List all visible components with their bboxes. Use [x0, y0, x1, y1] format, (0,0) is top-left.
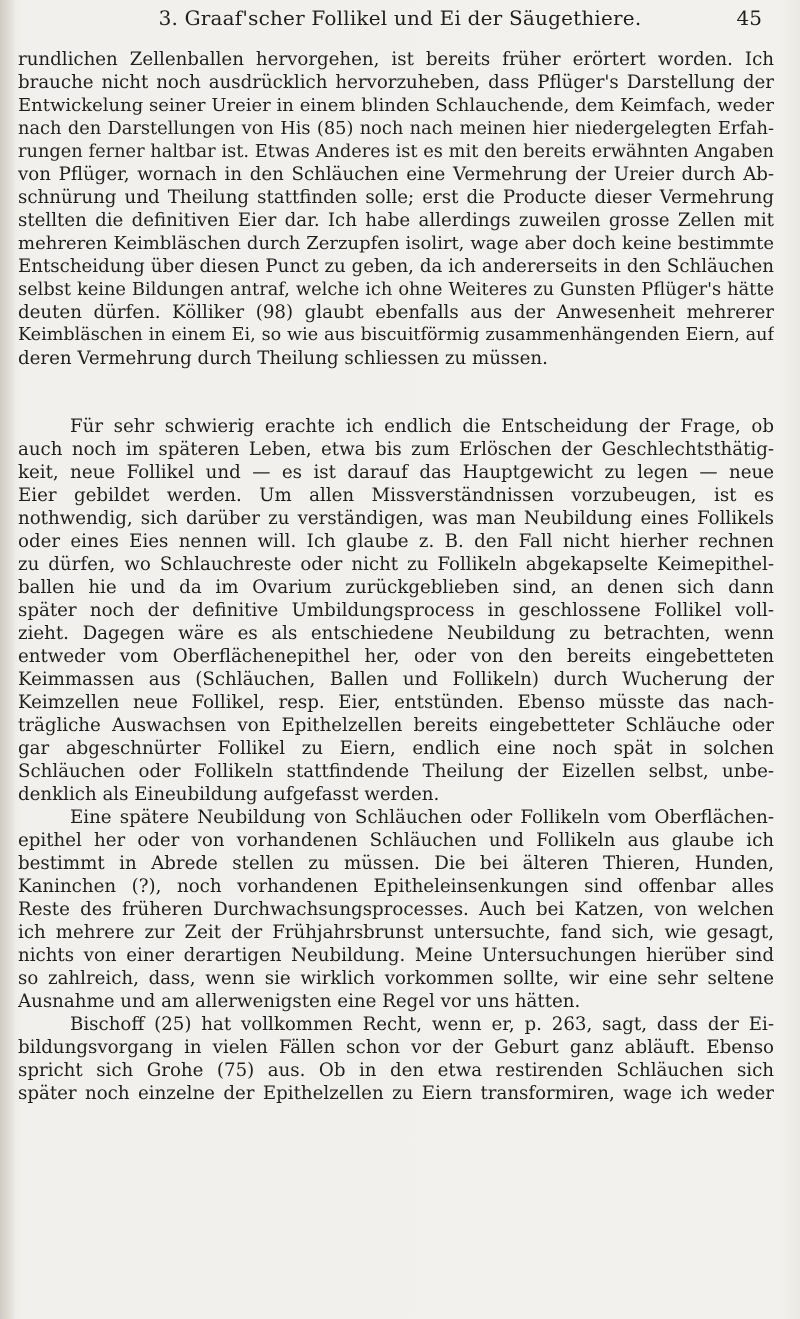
text-line: schnürung und Theilung stattfinden solle; erst die Producte dieser Vermehrung	[18, 187, 774, 208]
text-line: Schläuchen oder Follikeln stattfindende Theilung der Eizellen selbst, unbe-	[18, 761, 774, 782]
page-gutter-shadow	[0, 0, 14, 1319]
text-line: stellten die definitiven Eier dar. Ich habe allerdings zuweilen grosse Zellen mit	[18, 210, 774, 231]
text-line: Entscheidung über diesen Punct zu geben, da ich andererseits in den Schläuchen	[18, 256, 774, 277]
text-line: nothwendig, sich darüber zu verständigen, was man Neubildung eines Follikels	[18, 508, 774, 529]
text-line: selbst keine Bildungen antraf, welche ich ohne Weiteres zu Gunsten Pflüger's hätte	[18, 279, 774, 300]
text-line: Eier gebildet werden. Um allen Missverständnissen vorzubeugen, ist es	[18, 485, 774, 506]
text-line: rungen ferner haltbar ist. Etwas Anderes ist es mit den bereits erwähnten Angaben	[18, 141, 774, 162]
text-line: auch noch im späteren Leben, etwa bis zum Erlöschen der Geschlechtsthätig-	[18, 439, 774, 460]
text-line: keit, neue Follikel und — es ist darauf das Hauptgewicht zu legen — neue	[18, 462, 774, 483]
text-line: später noch der definitive Umbildungsprocess in geschlossene Follikel voll-	[18, 600, 774, 621]
paragraph-1	[18, 48, 774, 370]
text-line: Keimmassen aus (Schläuchen, Ballen und Follikeln) durch Wucherung der	[18, 669, 774, 690]
paragraph-2	[18, 415, 774, 806]
running-header	[0, 6, 800, 36]
text-line: Eine spätere Neubildung von Schläuchen oder Follikeln vom Oberflächen-	[70, 807, 774, 828]
text-line: gar abgeschnürter Follikel zu Eiern, endlich eine noch spät in solchen	[18, 738, 774, 759]
paragraph-4	[18, 1013, 774, 1105]
text-line: deuten dürfen. Kölliker (98) glaubt ebenfalls aus der Anwesenheit mehrerer	[18, 302, 774, 323]
text-line: ballen hie und da im Ovarium zurückgeblieben sind, an denen sich dann	[18, 577, 774, 598]
running-title: 3. Graaf'scher Follikel und Ei der Säugethiere.	[158, 6, 642, 30]
text-line: Ausnahme und am allerwenigsten eine Regel vor uns hätten.	[18, 991, 581, 1012]
text-line: Bischoff (25) hat vollkommen Recht, wenn er, p. 263, sagt, dass der Ei-	[70, 1014, 774, 1035]
text-line: trägliche Auswachsen von Epithelzellen bereits eingebetteter Schläuche oder	[18, 715, 774, 736]
text-line: bildungsvorgang in vielen Fällen schon vor der Geburt ganz abläuft. Ebenso	[18, 1037, 774, 1058]
text-line: bestimmt in Abrede stellen zu müssen. Die bei älteren Thieren, Hunden,	[18, 853, 774, 874]
text-line: zieht. Dagegen wäre es als entschiedene Neubildung zu betrachten, wenn	[18, 623, 774, 644]
paragraph-3	[18, 806, 774, 1013]
text-line: ich mehrere zur Zeit der Frühjahrsbrunst untersuchte, fand sich, wie gesagt,	[18, 922, 774, 943]
text-line: denklich als Eineubildung aufgefasst werden.	[18, 784, 440, 805]
text-line: brauche nicht noch ausdrücklich hervorzuheben, dass Pflüger's Darstellung der	[18, 72, 774, 93]
text-line: rundlichen Zellenballen hervorgehen, ist bereits früher erörtert worden. Ich	[18, 49, 774, 70]
text-line: epithel her oder von vorhandenen Schläuchen und Follikeln aus glaube ich	[18, 830, 774, 851]
page-number: 45	[736, 6, 762, 30]
body-text	[18, 48, 774, 1105]
paragraph-gap	[18, 370, 774, 415]
text-line: spricht sich Grohe (75) aus. Ob in den etwa restirenden Schläuchen sich	[18, 1060, 774, 1081]
text-line: nach den Darstellungen von His (85) noch nach meinen hier niedergelegten Erfah-	[18, 118, 774, 139]
text-line: Für sehr schwierig erachte ich endlich die Entscheidung der Frage, ob	[70, 416, 774, 437]
text-line: so zahlreich, dass, wenn sie wirklich vorkommen sollte, wir eine sehr seltene	[18, 968, 774, 989]
text-line: Keimzellen neue Follikel, resp. Eier, entstünden. Ebenso müsste das nach-	[18, 692, 774, 713]
text-line: nichts von einer derartigen Neubildung. Meine Untersuchungen hierüber sind	[18, 945, 774, 966]
text-line: Entwickelung seiner Ureier in einem blinden Schlauchende, dem Keimfach, weder	[18, 95, 774, 116]
text-line: Reste des früheren Durchwachsungsprocesses. Auch bei Katzen, von welchen	[18, 899, 774, 920]
text-line: später noch einzelne der Epithelzellen zu Eiern transformiren, wage ich weder	[18, 1083, 774, 1104]
text-line: mehreren Keimbläschen durch Zerzupfen isolirt, wage aber doch keine bestimmte	[18, 233, 774, 254]
text-line: Keimbläschen in einem Ei, so wie aus biscuitförmig zusammenhängenden Eiern, auf	[18, 325, 774, 345]
text-line: deren Vermehrung durch Theilung schliessen zu müssen.	[18, 348, 548, 369]
text-line: von Pflüger, wornach in den Schläuchen eine Vermehrung der Ureier durch Ab-	[18, 164, 774, 185]
text-line: zu dürfen, wo Schlauchreste oder nicht zu Follikeln abgekapselte Keimepithel-	[18, 554, 774, 575]
text-line: Kaninchen (?), noch vorhandenen Epitheleinsenkungen sind offenbar alles	[18, 876, 774, 897]
text-line: entweder vom Oberflächenepithel her, oder von den bereits eingebetteten	[18, 646, 774, 667]
text-line: oder eines Eies nennen will. Ich glaube z. B. den Fall nicht hierher rechnen	[18, 531, 774, 552]
